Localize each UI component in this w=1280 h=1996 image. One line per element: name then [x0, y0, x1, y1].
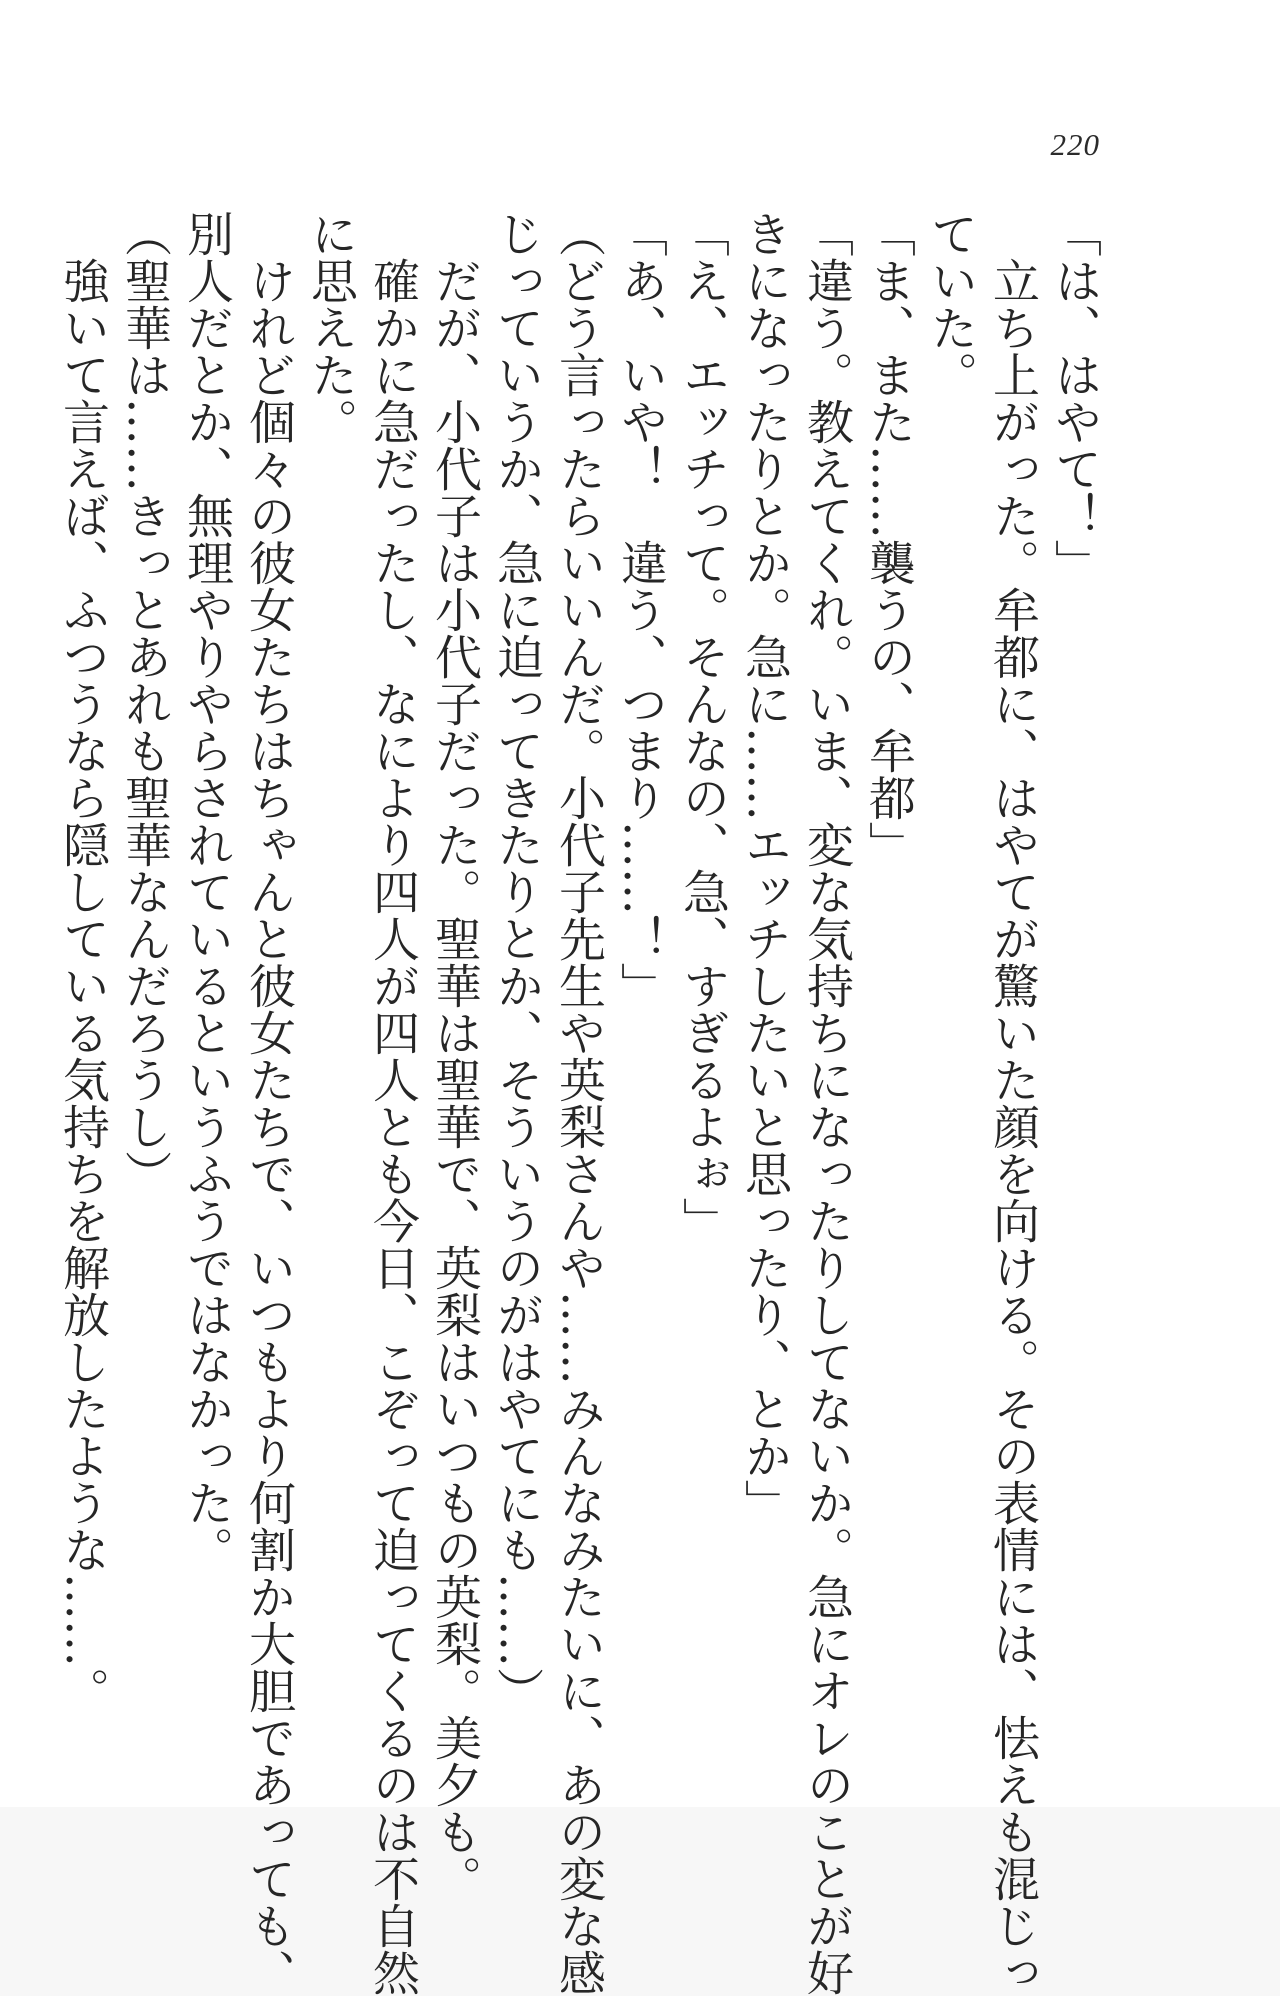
vertical-text-body — [51, 210, 1105, 1996]
text-line: けれど個々の彼女たちはちゃんと彼女たちで、いつもより何割か大胆であっても、 — [241, 210, 296, 1996]
text-line: じっていうか、急に迫ってきたりとか、そういうのがはやてにも……） — [489, 210, 544, 1714]
text-line: 「ま、また……襲うの、牟都」 — [861, 210, 916, 868]
text-line: 立ち上がった。牟都に、はやてが驚いた顔を向ける。その表情には、怯えも混じっ — [985, 210, 1040, 1996]
text-line: 確かに急だったし、なにより四人が四人とも今日、こぞって迫ってくるのは不自然 — [365, 210, 420, 1996]
text-line: 「え、エッチって。そんなの、急、すぎるよぉ」 — [675, 210, 730, 1244]
text-line: （聖華は……きっとあれも聖華なんだろうし） — [117, 210, 172, 1197]
text-line: 「あ、いや！ 違う、つまり……！」 — [613, 210, 668, 1009]
text-line: に思えた。 — [303, 210, 358, 445]
text-line: 別人だとか、無理やりやらされているというふうではなかった。 — [179, 210, 234, 1573]
text-line: 強いて言えば、ふつうなら隠している気持ちを解放したような……。 — [55, 210, 110, 1714]
text-line: きになったりとか。急に……エッチしたいと思ったり、とか」 — [737, 210, 792, 1526]
page-number: 220 — [1050, 127, 1100, 162]
text-line: ていた。 — [923, 210, 978, 398]
text-line: 「違う。教えてくれ。いま、変な気持ちになったりしてないか。急にオレのことが好 — [799, 210, 854, 1996]
text-line: 「は、はやて！」 — [1047, 210, 1102, 586]
text-line: だが、小代子は小代子だった。聖華は聖華で、英梨はいつもの英梨。美夕も。 — [427, 210, 482, 1902]
text-line: （どう言ったらいいんだ。小代子先生や英梨さんや……みんなみたいに、あの変な感 — [551, 210, 606, 1996]
